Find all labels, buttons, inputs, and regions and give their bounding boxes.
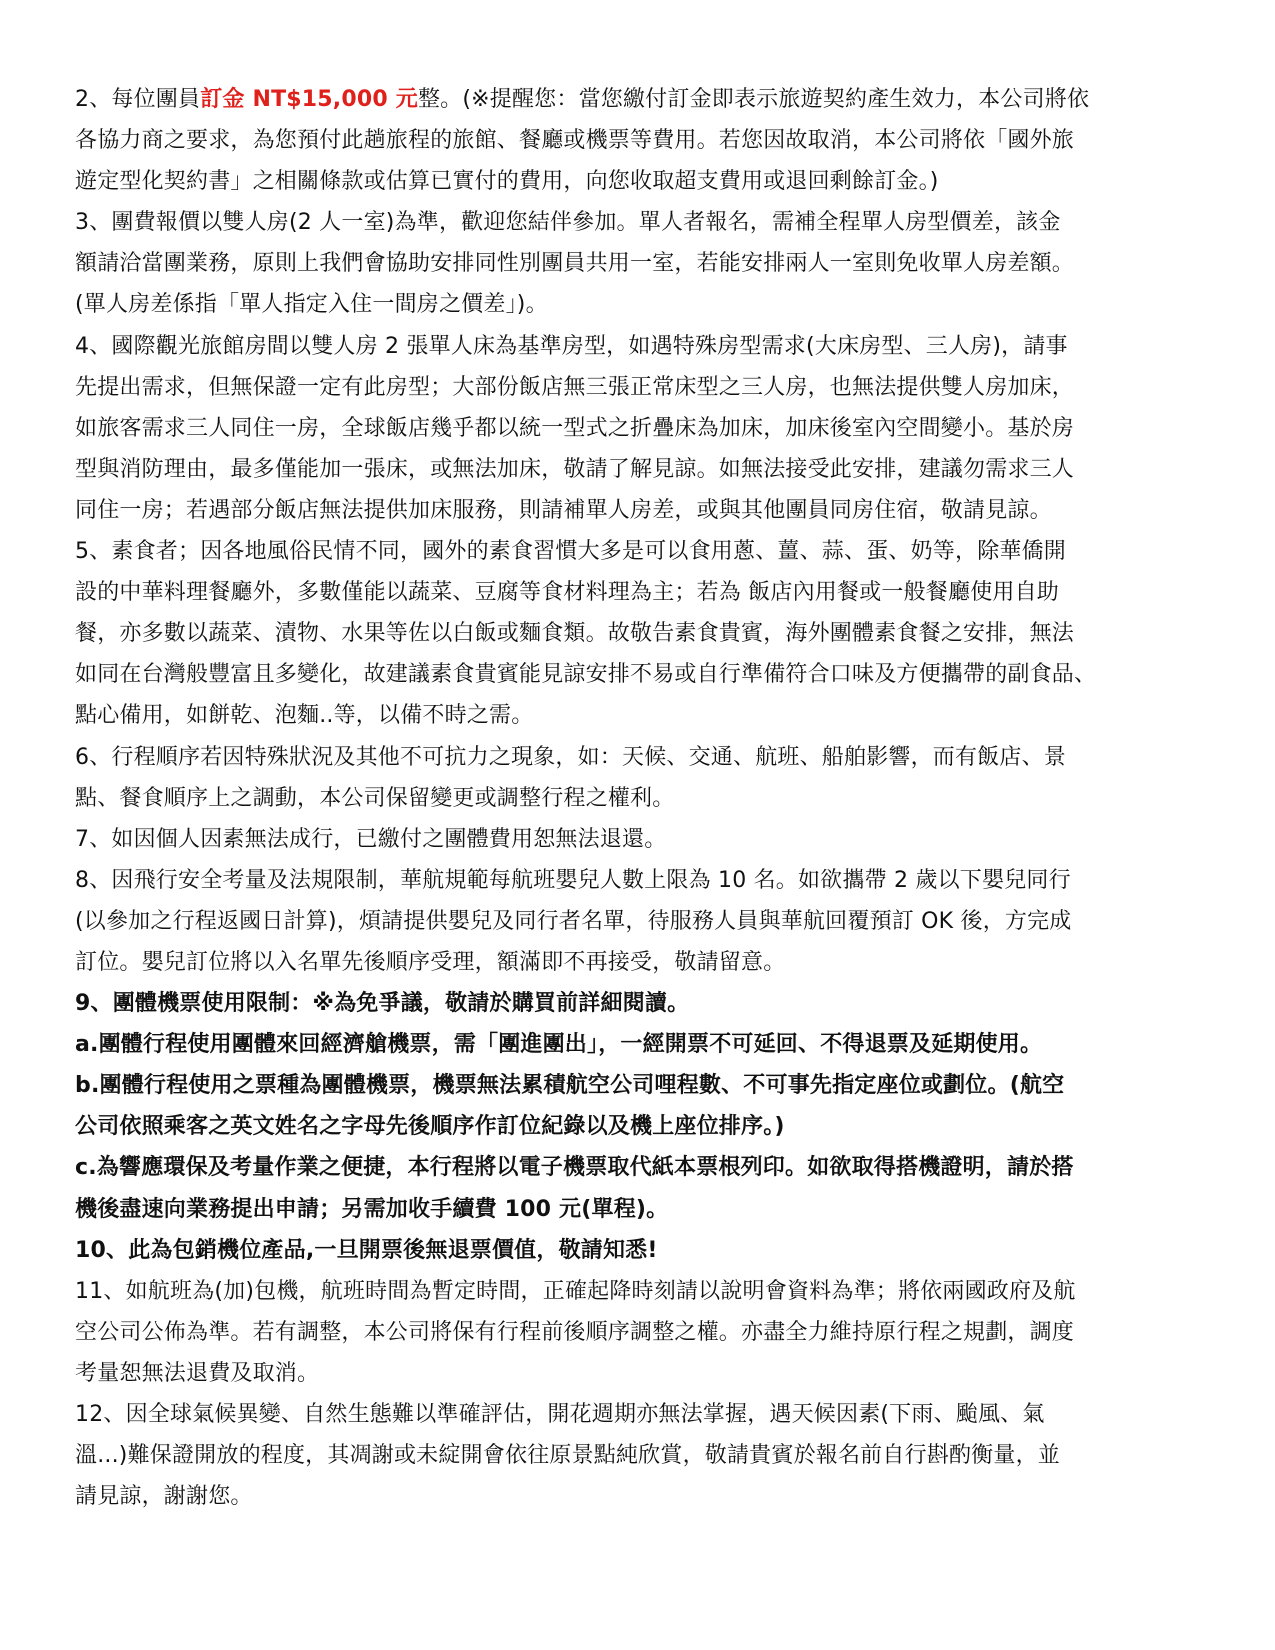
text-line: 空公司公佈為準。若有調整，本公司將保有行程前後順序調整之權。亦盡全力維持原行程之規劃，調度: [75, 1319, 1075, 1345]
text-line: [75, 79, 1210, 120]
text-line: 機後盡速向業務提出申請；另需加收手續費 100 元(單程)。: [75, 1196, 669, 1222]
text-line: 9、團體機票使用限制：※為免爭議，敬請於購買前詳細閱讀。: [75, 991, 690, 1017]
text-line: 10、此為包銷機位產品,一旦開票後無退票價值，敬請知悉!: [75, 1237, 658, 1263]
text-line: 額請洽當團業務，原則上我們會協助安排同性別團員共用一室，若能安排兩人一室則免收單人房差額。: [75, 251, 1075, 277]
text-line: 6、行程順序若因特殊狀況及其他不可抗力之現象，如：天候、交通、航班、船舶影響，而有飯店、景: [75, 744, 1067, 770]
text-line: 型與消防理由，最多僅能加一張床，或無法加床，敬請了解見諒。如無法接受此安排，建議勿需求三人: [75, 456, 1075, 482]
text-line: 11、如航班為(加)包機，航班時間為暫定時間，正確起降時刻請以說明會資料為準；將依兩國政府及航: [75, 1278, 1076, 1304]
text-line: 點、餐食順序上之調動，本公司保留變更或調整行程之權利。: [75, 785, 675, 811]
text-line: 設的中華料理餐廳外，多數僅能以蔬菜、豆腐等食材料理為主；若為 飯店內用餐或一般餐廳使用自助: [75, 580, 1059, 606]
text-line: 如同在台灣般豐富且多變化，故建議素食貴賓能見諒安排不易或自行準備符合口味及方便攜帶的副食品、: [75, 662, 1097, 688]
text-line: 5、素食者；因各地風俗民情不同，國外的素食習慣大多是可以食用蔥、薑、蒜、蛋、奶等，除華僑開: [75, 539, 1067, 565]
text-line: 4、國際觀光旅館房間以雙人房 2 張單人床為基準房型，如遇特殊房型需求(大床房型、三人房)，請事: [75, 333, 1068, 359]
text-line: (以參加之行程返國日計算)，煩請提供嬰兒及同行者名單，待服務人員與華航回覆預訂 OK 後，方完成: [75, 908, 1072, 934]
text-segment: 2、每位團員: [75, 87, 201, 112]
deposit-amount: 訂金 NT$15,000 元: [200, 87, 418, 112]
text-line: (單人房差係指「單人指定入住一間房之價差」)。: [75, 292, 548, 318]
text-line: 餐，亦多數以蔬菜、漬物、水果等佐以白飯或麵食類。故敬告素食貴賓，海外團體素食餐之安排，無法: [75, 621, 1075, 647]
text-line: c.為響應環保及考量作業之便捷，本行程將以電子機票取代紙本票根列印。如欲取得搭機證明，請於搭: [75, 1155, 1074, 1181]
text-line: 訂位。嬰兒訂位將以入名單先後順序受理，額滿即不再接受，敬請留意。: [75, 949, 786, 975]
text-line: 各協力商之要求，為您預付此趟旅程的旅館、餐廳或機票等費用。若您因故取消，本公司將依「國外旅: [75, 128, 1075, 154]
text-line: 8、因飛行安全考量及法規限制，華航規範每航班嬰兒人數上限為 10 名。如欲攜帶 2 歲以下嬰兒同行: [75, 867, 1071, 893]
text-line: 12、因全球氣候異變、自然生態難以準確評估，開花週期亦無法掌握，遇天候因素(下雨、颱風、氣: [75, 1402, 1045, 1427]
text-line: 3、團費報價以雙人房(2 人一室)為準，歡迎您結伴參加。單人者報名，需補全程單人房型價差，該金: [75, 210, 1061, 236]
text-segment: 整。(※提醒您：當您繳付訂金即表示旅遊契約產生效力，本公司將依: [417, 87, 1090, 112]
text-line: 考量恕無法退費及取消。: [75, 1360, 320, 1386]
document-body: [75, 79, 1210, 1517]
text-line: b.團體行程使用之票種為團體機票，機票無法累積航空公司哩程數、不可事先指定座位或劃位。(航空: [75, 1073, 1065, 1099]
text-line: 點心備用，如餅乾、泡麵..等，以備不時之需。: [75, 703, 534, 729]
text-line: 溫...)難保證開放的程度，其凋謝或未綻開會依往原景點純欣賞，敬請貴賓於報名前自行斟酌衡量，並: [75, 1443, 1060, 1469]
text-line: 同住一房；若遇部分飯店無法提供加床服務，則請補單人房差，或與其他團員同房住宿，敬請見諒。: [75, 497, 1052, 523]
text-line: 7、如因個人因素無法成行，已繳付之團體費用恕無法退還。: [75, 826, 667, 852]
text-line: 先提出需求，但無保證一定有此房型；大部份飯店無三張正常床型之三人房，也無法提供雙人房加床，: [75, 374, 1075, 400]
text-line: 遊定型化契約書」之相關條款或估算已實付的費用，向您收取超支費用或退回剩餘訂金。): [75, 169, 939, 195]
text-line: 請見諒，謝謝您。: [75, 1484, 253, 1510]
text-line: 公司依照乘客之英文姓名之字母先後順序作訂位紀錄以及機上座位排序。): [75, 1114, 785, 1140]
text-line: 如旅客需求三人同住一房，全球飯店幾乎都以統一型式之折疊床為加床，加床後室內空間變小。基於房: [75, 415, 1075, 441]
text-line: a.團體行程使用團體來回經濟艙機票，需「團進團出」，一經開票不可延回、不得退票及延期使用。: [75, 1032, 1043, 1058]
